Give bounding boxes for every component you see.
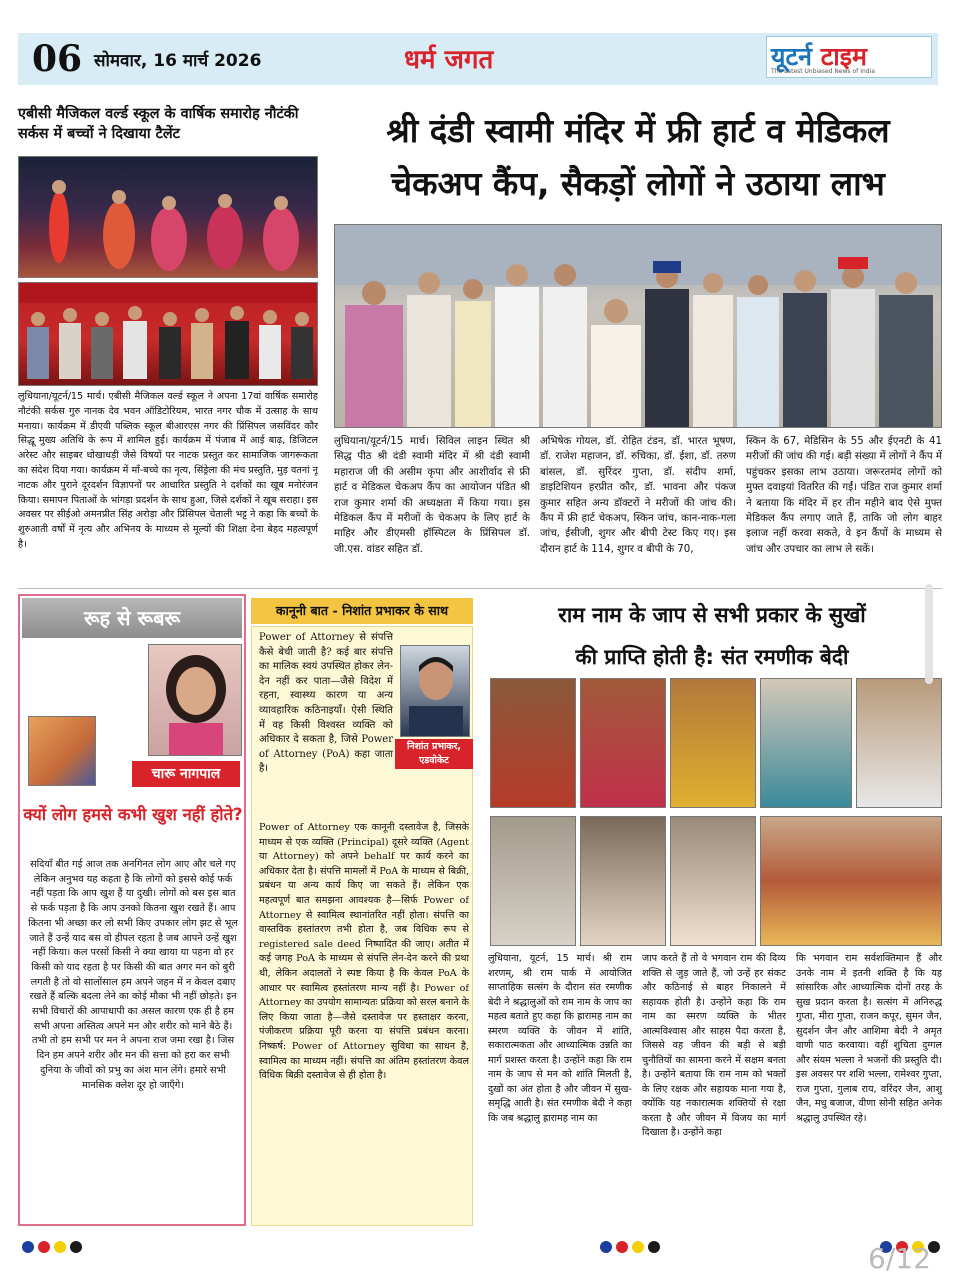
law-column-heading: कानूनी बात - निशांत प्रभाकर के साथ <box>251 598 473 624</box>
color-dot <box>54 1241 66 1253</box>
camp-group-photo <box>334 224 942 428</box>
ruh-column-banner: रूह से रूबरू <box>22 598 242 638</box>
camp-story-col3: स्किन के 67, मेडिसिन के 55 और ईएनटी के 41 मरीजों की जांच की गई। बड़ी संख्या में लोगों ने कैंप में पहुंचकर इसका लाभ उठाया। जरूरतमंद लोगों को मुफ्त दवाइयां वितरित की गईं। पंडित राज कुमार शर्मा ने बताया कि मंदिर में हर तीन महीने बाद ऐसे मुफ्त मेडिकल कैंप लगाए जाते हैं, ताकि जो लोग बाहर इलाज नहीं करवा सकते, वे इन कैंपों के माध्यम से जांच और उपचार का लाभ ले सकें। <box>746 436 942 555</box>
page-indicator: 6/12 <box>868 1242 931 1275</box>
satsang-story-headline <box>480 594 944 678</box>
satsang-crowd-photo <box>760 816 942 946</box>
color-dot <box>22 1241 34 1253</box>
woman-portrait-icon <box>149 645 242 756</box>
ruh-column <box>18 594 246 1226</box>
satsang-story-col2: जाप करते हैं तो वे भगवान राम की दिव्य शक्ति से जुड़ जाते हैं, जो उन्हें हर संकट और कठिनाई से बाहर निकालने में सहायक होती है। उन्होंने कहा कि राम नाम का स्मरण व्यक्ति के भीतर आत्मविश्वास और साहस पैदा करता है, जिससे वह जीवन की बड़ी से बड़ी चुनौतियों का सामना करने में सक्षम बनता है। उन्होंने बताया कि राम नाम को भक्तों के लिए रक्षक और सहायक माना गया है, क्योंकि यह नकारात्मक शक्तियों से रक्षा करता है और जीवन में विजय का मार्ग दिखाता है। उन्होंने कहा <box>642 953 786 1138</box>
color-dot <box>600 1241 612 1253</box>
ruh-column-body: सदियाँ बीत गई आज तक अनगिनत लोग आए और चले गए लेकिन अनुभव यह कहता है कि लोगों को इससे कोई फर्क नहीं पड़ता कि आप खुश हैं या दुखी। लोगों को बस इस बात से फर्क पड़ता है कि आप उनको कितना खुश रखते हैं। आप कितना भी अच्छा कर लो सभी किए उपकार लोग झट से भूल जाते हैं उन्हें याद बस वो हीपल रहता है जब आपने उन्हें खुश नहीं किया। कल परसों किसी ने क्या खाया या पहना वो हर किसी को याद रहता है पर किसी की बात अगर मन को बुरी लगती है तो वो सालोंसाल हम अपने जहन में न केवल दबाए रखते हैं बल्कि बदला लेने का कोई मौका भी नहीं छोड़ते। इन सभी विचारों की आपाधापी का असल कारण एक ही है हम सभी अपना अस्तित्व अपने मन और शरीर को माने बैठे हैं। तभी तो हम सभी पर मन ने अपना राज जमा रखा है। जिस दिन हम अपने शरीर और मन की सत्ता को हरा कर सभी दुनिया के जीवों को प्रभु का अंश मान लेंगे। हमारे सभी मानसिक क्लेश दूर हो जाएँगे। <box>28 859 238 1091</box>
satsang-photo-7 <box>580 816 666 946</box>
camp-story-col1: लुधियाना/यूटर्न/15 मार्च। सिविल लाइन स्थित श्री सिद्ध पीठ श्री दंडी स्वामी मंदिर में श्री दंडी स्वामी महाराज जी की असीम कृपा और आशीर्वाद से फ्री हार्ट व मेडिकल चेकअप कैंप का आयोजन पंडित श्री राज कुमार शर्मा की अध्यक्षता में किया गया। इस मेडिकल कैंप में मरीजों के चेकअप के लिए हार्ट के माहिर और डीएमसी हॉस्पिटल के प्रिंसिपल डॉ. जी.एस. वांडर सहित डॉ. <box>334 436 530 555</box>
color-dot <box>648 1241 660 1253</box>
ruh-column-title: क्यों लोग हमसे कभी खुश नहीं होते? <box>23 805 243 824</box>
brand-tagline: The Latest Unbiased News of India <box>771 68 875 75</box>
brand-logo <box>766 36 932 78</box>
group-illustration <box>19 283 318 386</box>
page-number: 06 <box>32 38 83 80</box>
satsang-photo-2 <box>580 678 666 808</box>
satsang-story-col1: लुधियाना, यूटर्न, 15 मार्च। श्री राम शरणम्, श्री राम पार्क में आयोजित साप्ताहिक सत्संग के दौरान संत रमणीक बेदी ने श्रद्धालुओं को राम नाम के जाप का महत्व बताते हुए कहा कि ह्रारामह नाम का स्मरण व्यक्ति के जीवन में शांति, सकारात्मकता और आध्यात्मिक उन्नति का मार्ग प्रशस्त करता है। उन्होंने कहा कि राम नाम के जाप से मन को शांति मिलती है, दुखों का अंत होता है और जीवन में सुख-समृद्धि आती है। संत रमणीक बेदी ने कहा कि जब श्रद्धालु ह्रारामह नाम का <box>488 953 632 1124</box>
color-dot <box>38 1241 50 1253</box>
school-group-photo <box>18 282 318 386</box>
advocate-photo <box>400 645 470 737</box>
school-story-headline: एबीसी मैजिकल वर्ल्ड स्कूल के वार्षिक समारोह नौटंकी सर्कस में बच्चों ने दिखाया टैलेंट <box>18 106 299 142</box>
footer-dots-middle <box>600 1241 670 1255</box>
satsang-photo-6 <box>490 816 576 946</box>
man-portrait-icon <box>401 646 470 737</box>
camp-headline-line1: श्री दंडी स्वामी मंदिर में फ्री हार्ट व मेडिकल <box>386 111 890 150</box>
footer-dots-left <box>22 1241 92 1255</box>
law-column-para1: Power of Attorney से संपत्ति कैसे बेची जाती है? कई बार संपत्ति का मालिक स्वयं उपस्थित होकर लेन-देन नहीं कर पाता—जैसे विदेश में रहना, स्वास्थ्य कारण या अन्य व्यावहारिक कठिनाइयाँ। ऐसी स्थिति में वह किसी विश्वस्त व्यक्ति को अधिकार दे सकता है, जिसे Power of Attorney (PoA) कहा जाता है। <box>259 632 393 775</box>
satsang-photo-3 <box>670 678 756 808</box>
satsang-photo-8 <box>670 816 756 946</box>
brand-name-second: टाइम <box>811 42 867 71</box>
law-column <box>251 626 473 1226</box>
camp-story-headline <box>334 104 942 210</box>
satsang-photo-5 <box>856 678 942 808</box>
satsang-photo-4 <box>760 678 852 808</box>
advocate-caption: निशांत प्रभाकर, एडवोकेट <box>395 739 473 769</box>
section-divider <box>18 588 942 589</box>
scroll-indicator[interactable] <box>925 584 933 684</box>
color-dot <box>70 1241 82 1253</box>
hands-illustration <box>28 716 96 786</box>
author-portrait <box>148 644 242 756</box>
school-story-body: लुधियाना/यूटर्न/15 मार्च। एबीसी मैजिकल वर्ल्ड स्कूल ने अपना 17वां वार्षिक समारोह नौटंकी सर्कस गुरु नानक देव भवन ऑडिटोरियम, भारत नगर चौक में उत्साह के साथ मनाया। कार्यक्रम में डीएवी पब्लिक स्कूल बीआरएस नगर की प्रिंसिपल जसविंदर कौर सिद्धू मुख्य अतिथि के रूप में शामिल हुईं। कार्यक्रम में पंजाब में आई बाढ़, डिजिटल अरेस्ट और साइबर धोखाधड़ी जैसे विषयों पर नाटक प्रस्तुत कर सामाजिक जागरूकता का संदेश दिया गया। कार्यक्रम में माँ-बच्चे का नृत्य, सिंड्रेला की मंच प्रस्तुति, मुड़ वतनां नू नाटक और पुराने दूरदर्शन विज्ञापनों पर आधारित प्रस्तुति ने दर्शकों का खूब मनोरंजन किया। समापन पिताओं के भांगड़ा प्रदर्शन के साथ हुआ, जिसे दर्शकों ने खूब सराहा। इस अवसर पर सीईओ अमनप्रीत सिंह अरोड़ा और प्रिंसिपल चेताली भट्ट ने कहा कि बच्चों के शुरुआती वर्षों में नृत्य और अभिनय के माध्यम से मूल्यों की शिक्षा देना बेहद महत्वपूर्ण है। <box>18 391 318 550</box>
law-column-para2: Power of Attorney एक कानूनी दस्तावेज है, जिसके माध्यम से एक व्यक्ति (Principal) दूसरे व्यक्ति (Agent या Attorney) को अपने behalf पर कार्य करने का अधिकार देता है। संपत्ति मामलों में PoA के माध्यम से बिक्री, प्रबंधन या अन्य कार्य किए जा सकते हैं। लेकिन एक महत्वपूर्ण बात समझना आवश्यक है—सिर्फ Power of Attorney से स्वामित्व स्थानांतरित नहीं होता। संपत्ति का वास्तविक हस्तांतरण तभी होता है, जब विधिक रूप से registered sale deed निष्पादित की जाए। अतीत में कई जगह PoA के माध्यम से संपत्ति लेन-देन करने की प्रथा थी, लेकिन अदालतों ने स्पष्ट किया है कि केवल PoA के आधार पर स्वामित्व हस्तांतरण मान्य नहीं है। Power of Attorney का उपयोग सामान्यतः प्रक्रिया को सरल बनाने के लिए किया जाता है—जैसे दस्तावेज पर हस्ताक्षर करना, पंजीकरण प्रक्रिया पूरी करना या संपत्ति प्रबंधन करना। निष्कर्ष: Power of Attorney सुविधा का साधन है, स्वामित्व का माध्यम नहीं। संपत्ति का अंतिम हस्तांतरण केवल विधिक बिक्री दस्तावेज से ही होता है। <box>259 822 469 1082</box>
page-header <box>18 33 938 85</box>
section-title: धर्म जगत <box>404 45 494 75</box>
school-dance-photo <box>18 156 318 278</box>
color-dot <box>632 1241 644 1253</box>
satsang-story-col3: कि भगवान राम सर्वशक्तिमान हैं और उनके नाम में इतनी शक्ति है कि यह सांसारिक और आध्यात्मिक दोनों तरह के सुख प्रदान करता है। सत्संग में अनिरुद्ध गुप्ता, मीरा गुप्ता, राजन कपूर, सुमन जैन, सुदर्शन जैन और आशिमा बेदी ने अमृत वाणी पाठ करवाया। वहीं शुचिता दुग्गल और संयम भल्ला ने भजनों की प्रस्तुति दी। इस अवसर पर शशि भल्ला, रामेश्वर गुप्ता, राज गुप्ता, गुलाब राय, वरिंदर जैन, आशु जैन, मधु बजाज, वीणा सोनी सहित अनेक श्रद्धालु उपस्थित रहे। <box>796 953 942 1124</box>
camp-people-illustration <box>335 225 942 428</box>
color-dot <box>616 1241 628 1253</box>
satsang-headline-line2: की प्राप्ति होती है: संत रमणीक बेदी <box>575 645 849 669</box>
satsang-photo-1 <box>490 678 576 808</box>
author-name-badge: चारू नागपाल <box>132 761 240 787</box>
brand-name-first: यूटर्न <box>771 42 812 71</box>
satsang-headline-line1: राम नाम के जाप से सभी प्रकार के सुखों <box>558 603 866 627</box>
camp-story-col2: अभिषेक गोयल, डॉ. रोहित टंडन, डॉ. भारत भूषण, डॉ. राजेश महाजन, डॉ. रुचिका, डॉ. ईशा, डॉ. तरुण बांसल, डॉ. सुरिंदर गुप्ता, डॉ. संदीप शर्मा, डाइटिशियन हरप्रीत कौर, डॉ. भावना और पंकज कुमार सहित अन्य डॉक्टरों ने मरीजों की जांच की। कैंप में फ्री हार्ट चेकअप, स्किन जांच, कान-नाक-गला जांच, ईसीजी, शुगर और बीपी टेस्ट किए गए। इस दौरान हार्ट के 114, शुगर व बीपी के 70, <box>540 436 736 555</box>
issue-date: सोमवार, 16 मार्च 2026 <box>94 51 262 71</box>
dancers-illustration <box>19 157 318 278</box>
camp-headline-line2: चेकअप कैंप, सैकड़ों लोगों ने उठाया लाभ <box>391 164 885 203</box>
